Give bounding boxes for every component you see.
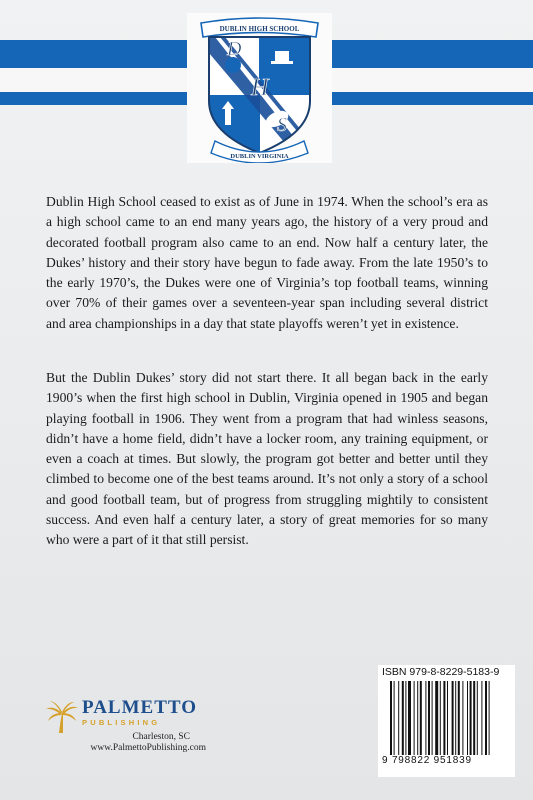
- school-crest: [187, 13, 332, 163]
- crest-bottom-text: DUBLIN VIRGINIA: [230, 153, 289, 160]
- palm-tree-icon: [45, 699, 79, 735]
- crest-top-text: DUBLIN HIGH SCHOOL: [219, 25, 300, 33]
- blurb-paragraph-1: Dublin High School ceased to exist as of June in 1974. When the school’s era as a high school came to an end many years ago, the history of a very proud and decorated football program also came to an end. Now half a century later, the Dukes’ history and their story have begun to fade away. From the late 1950’s to the early 1970’s, the Dukes were one of Virginia’s top football teams, winning over 70% of their games over a seventeen-year span including several district and area championships in a day that state playoffs weren’t yet in existence.: [46, 194, 488, 331]
- publisher-location: Charleston, SC: [132, 732, 190, 742]
- barcode-icon: [390, 681, 503, 757]
- publisher-subname: PUBLISHING: [82, 718, 161, 727]
- barcode-digits: 9 798822 951839: [382, 755, 472, 766]
- crest-letter-h: H: [251, 75, 269, 101]
- isbn-label: ISBN 979-8-8229-5183-9: [382, 666, 500, 678]
- crest-icon: [187, 13, 332, 163]
- crest-letter-d: D: [227, 38, 242, 60]
- barcode-box: [378, 665, 515, 777]
- crest-letter-s: S: [277, 114, 287, 136]
- blurb-paragraph-2: But the Dublin Dukes’ story did not start there. It all began back in the early 1900’s when the first high school in Dublin, Virginia opened in 1905 and began playing football in 1906. They went from a program that had winless seasons, didn’t have a home field, didn’t have a locker room, any training equipment, or even a coach at times. But slowly, the program got better and better until they climbed to become one of the best teams around. It’s not only a story of a school and good football team, but of progress from struggling mightily to consistent success. And even half a century later, a story of great memories for so many who were a part of it that still persist.: [46, 370, 488, 548]
- publisher-url: www.PalmettoPublishing.com: [90, 743, 206, 753]
- publisher-name: PALMETTO: [82, 697, 197, 718]
